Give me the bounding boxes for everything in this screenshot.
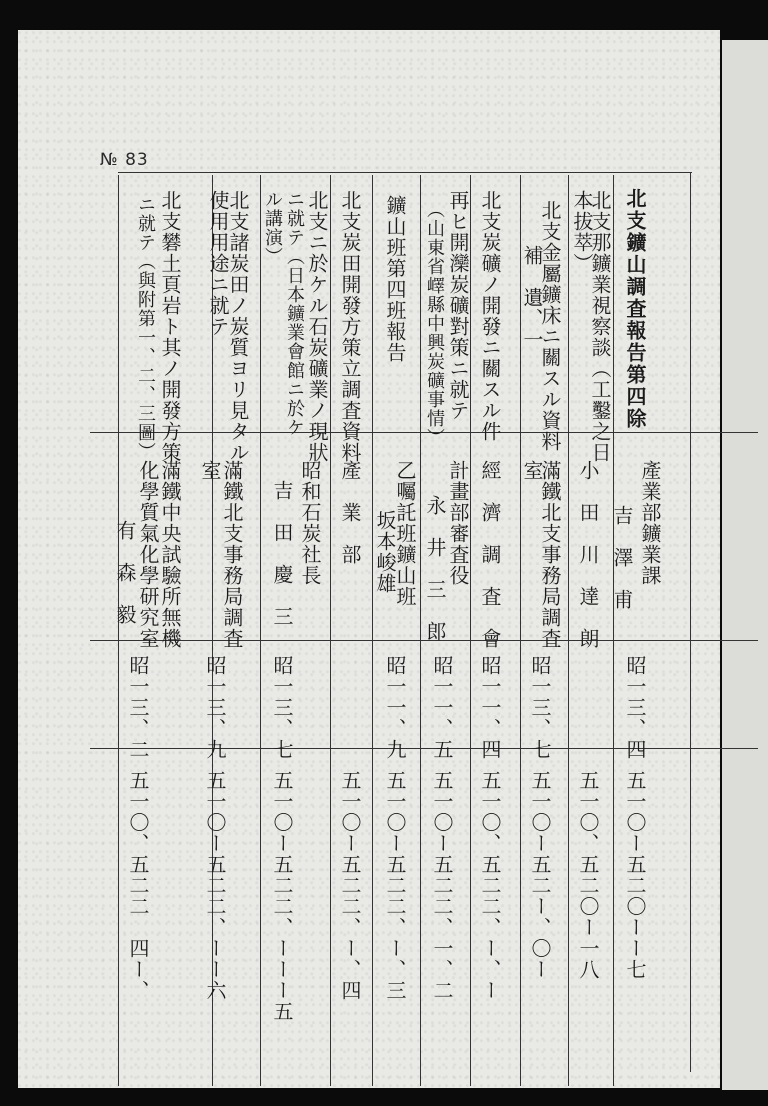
entry-title: 北支鑛山調査報告第四除 xyxy=(623,188,647,430)
entry-date: 昭一三、四 xyxy=(623,655,647,760)
entry-title: 北支諸炭田ノ炭質ヨリ見タル xyxy=(226,190,250,463)
entry-author: 有 森 毅 xyxy=(113,520,137,625)
entry-author: 化學質氣化學研究室 xyxy=(136,460,160,649)
entry-pages: 五一〇、五二二、ー、ー xyxy=(478,770,502,1001)
entry-author: 昭和石炭社長 xyxy=(298,460,322,586)
entry-date: 昭一一、四 xyxy=(478,655,502,760)
entry-pages: 五一〇ー五二二、ー、三 xyxy=(383,770,407,1001)
entry-author: 產業部鑛業課 xyxy=(638,460,662,586)
row-divider xyxy=(118,175,119,1086)
adjacent-page-edge xyxy=(722,40,768,1090)
entry-pages: 五一〇ー五二二、ーー六 xyxy=(203,770,227,1001)
entry-author: 吉 澤 甫 xyxy=(610,505,634,610)
entry-title-cont: 本拔萃） xyxy=(570,190,594,274)
entry-author: 滿鐵北支事務局調査 xyxy=(538,460,562,649)
entry-pages: 五一〇ー五二〇ーー七 xyxy=(623,770,647,980)
entry-date: 昭一三、七 xyxy=(270,655,294,760)
row-divider xyxy=(372,175,373,1086)
divider-date-pages xyxy=(90,748,758,749)
entry-title-cont: ル講演） xyxy=(262,190,283,266)
entry-date: 昭一三、九 xyxy=(203,655,227,760)
row-divider xyxy=(330,175,331,1086)
entry-author: 小 田 川 達 朗 xyxy=(576,460,600,649)
entry-title: 北支那鑛業視察談（工鑿之日 xyxy=(588,190,612,463)
page-number: № 83 xyxy=(100,150,149,170)
entry-title: 北支礬土頁岩ト其ノ開發方策 xyxy=(158,190,182,463)
table-right-border xyxy=(690,172,691,1072)
entry-date: 昭一一、五 xyxy=(430,655,454,760)
entry-author: 滿鐵中央試驗所無機 xyxy=(158,460,182,649)
row-divider xyxy=(613,175,614,1086)
entry-pages: 五一〇ー五二二、ーーー五 xyxy=(270,770,294,1022)
entry-date: 昭一三、二 xyxy=(126,655,150,760)
entry-author: 室 xyxy=(520,460,544,481)
entry-date: 昭一一、九 xyxy=(383,655,407,760)
row-divider xyxy=(260,175,261,1086)
entry-title: 北支炭田開發方策立調査資料 xyxy=(338,190,362,463)
entry-author: 滿鐵北支事務局調査 xyxy=(220,460,244,649)
entry-pages: 五一〇ー五二二、一、二 xyxy=(430,770,454,1001)
table-top-border xyxy=(118,172,692,173)
entry-author: 乙囑託班鑛山班 xyxy=(393,460,417,607)
entry-pages: 五一〇、五二〇ー一八 xyxy=(576,770,600,980)
row-divider xyxy=(420,175,421,1086)
entry-title: 北支ニ於ケル石炭礦業ノ現狀 xyxy=(305,190,329,463)
entry-author: 計畫部審査役 xyxy=(446,460,470,586)
entry-title-cont: （山東省嶧縣中興炭礦事情） xyxy=(424,200,445,447)
entry-date: 昭一三、七 xyxy=(528,655,552,760)
entry-title-cont: ニ就テ（與附第一、二、三圖） xyxy=(135,195,156,461)
row-divider xyxy=(568,175,569,1086)
entry-title-cont: 使用用途ニ就テ xyxy=(206,190,230,337)
entry-author: 經 濟 調 査 會 xyxy=(478,460,502,649)
entry-title: 再ヒ開灤炭礦對策ニ就テ xyxy=(446,190,470,421)
entry-author: 永 井 三 郎 xyxy=(423,495,447,642)
entry-title: 北支金屬鑛床ニ關スル資料 xyxy=(538,200,562,452)
entry-title-cont: ニ就テ（日本鑛業會館ニ於ケ xyxy=(284,190,305,437)
entry-author: 產 業 部 xyxy=(338,460,362,565)
entry-author: 室 xyxy=(198,460,222,481)
entry-pages: 五一〇ー五二二、ー、四 xyxy=(338,770,362,1001)
entry-pages: 五一〇、五二二 四ー、 xyxy=(126,770,150,1001)
row-divider xyxy=(470,175,471,1086)
entry-pages: 五一〇ー五二ー、〇ー xyxy=(528,770,552,980)
entry-title: 北支炭礦ノ開發ニ關スル件 xyxy=(478,190,502,442)
entry-author: 坂本峻雄 xyxy=(373,510,397,594)
entry-title: 鑛山班第四班報告 xyxy=(383,195,407,363)
entry-title-cont: 補 遺、一 xyxy=(520,245,544,350)
entry-author: 吉 田 慶 三 xyxy=(270,480,294,627)
